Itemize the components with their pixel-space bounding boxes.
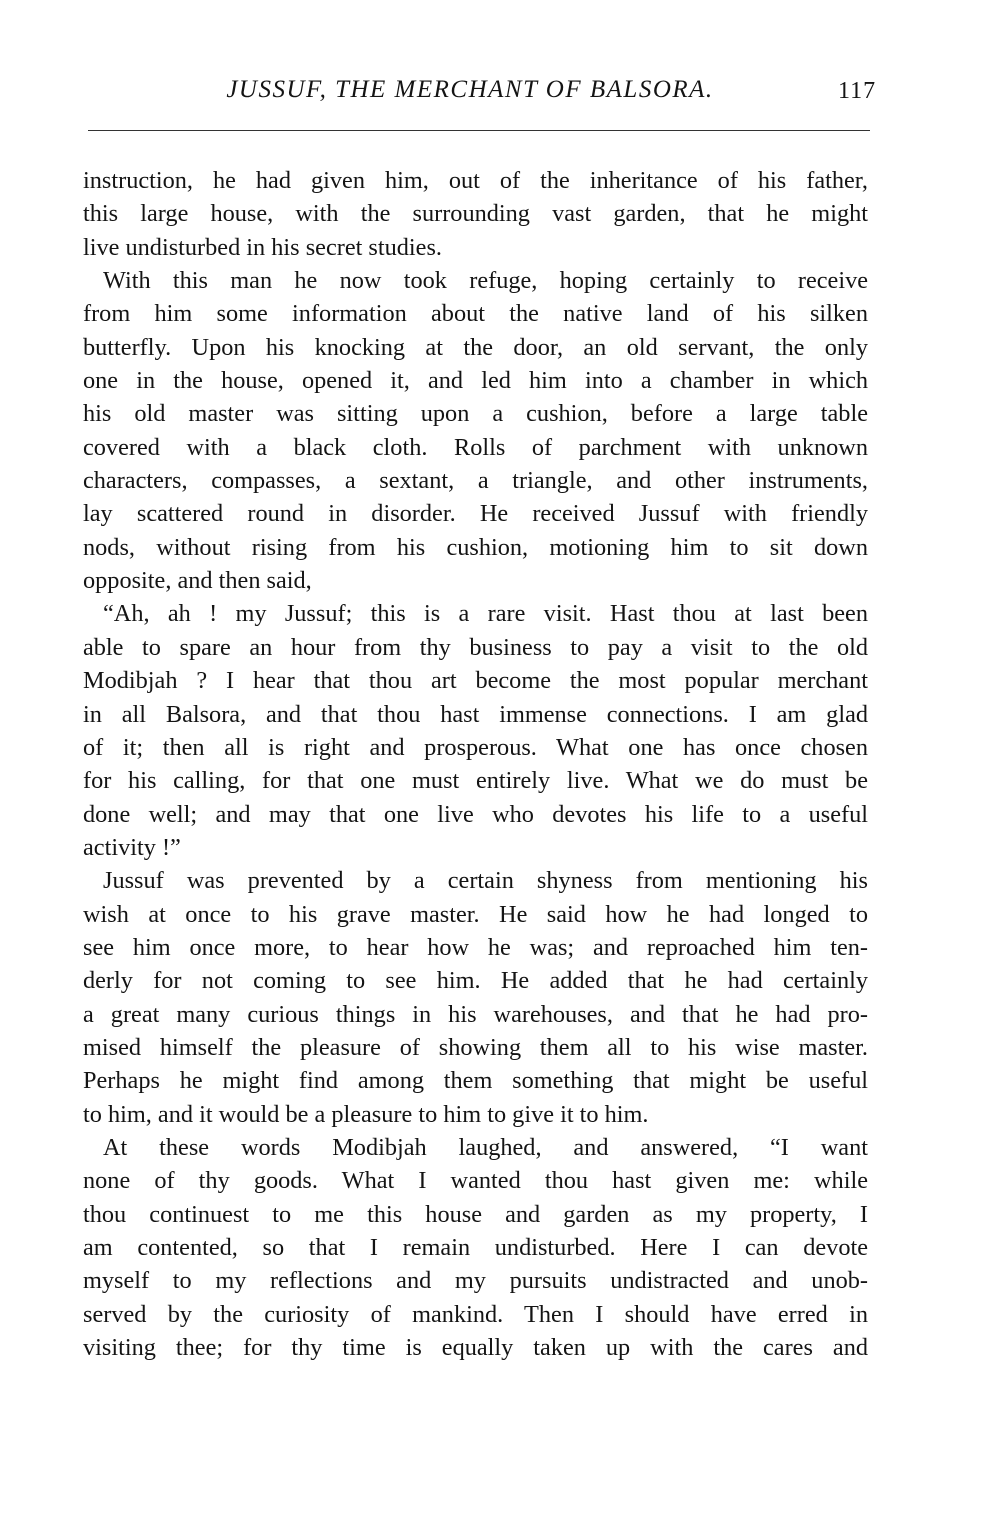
- text-line: this large house, with the surrounding vast garden, that he might: [83, 200, 868, 228]
- text-line: With this man he now took refuge, hoping certainly to receive: [103, 267, 868, 295]
- text-line: done well; and may that one live who devotes his life to a useful: [83, 800, 868, 828]
- text-line: none of thy goods. What I wanted thou hast given me: while: [83, 1167, 868, 1195]
- text-line: opposite, and then said,: [83, 567, 312, 595]
- text-line: for his calling, for that one must entirely live. What we do must be: [83, 767, 868, 795]
- text-line: Perhaps he might find among them something that might be useful: [83, 1067, 868, 1095]
- text-line: from him some information about the native land of his silken: [83, 300, 868, 328]
- text-line: one in the house, opened it, and led him into a chamber in which: [83, 367, 868, 395]
- text-line: At these words Modibjah laughed, and answered, “I want: [103, 1133, 868, 1161]
- paragraph: [83, 164, 868, 264]
- text-line: activity !”: [83, 833, 181, 861]
- text-line: see him once more, to hear how he was; and reproached him ten-: [83, 933, 868, 961]
- text-line: mised himself the pleasure of showing them all to his wise master.: [83, 1033, 868, 1061]
- text-line: lay scattered round in disorder. He received Jussuf with friendly: [83, 500, 868, 528]
- paragraph: [83, 264, 868, 597]
- paragraph: [83, 1131, 868, 1364]
- text-line: live undisturbed in his secret studies.: [83, 233, 442, 261]
- text-line: covered with a black cloth. Rolls of parchment with unknown: [83, 433, 868, 461]
- body-text: [83, 164, 868, 1364]
- text-line: derly for not coming to see him. He added that he had certainly: [83, 967, 868, 995]
- text-line: thou continuest to me this house and garden as my property, I: [83, 1200, 868, 1228]
- text-line: visiting thee; for thy time is equally taken up with the cares and: [83, 1334, 868, 1362]
- paragraph: [83, 597, 868, 864]
- paragraph: [83, 864, 868, 1131]
- text-line: to him, and it would be a pleasure to him to give it to him.: [83, 1100, 649, 1128]
- text-line: instruction, he had given him, out of the inheritance of his father,: [83, 167, 868, 194]
- text-line: am contented, so that I remain undisturbed. Here I can devote: [83, 1234, 868, 1261]
- text-line: of it; then all is right and prosperous. What one has once chosen: [83, 733, 868, 761]
- text-line: nods, without rising from his cushion, motioning him to sit down: [83, 533, 868, 561]
- text-line: characters, compasses, a sextant, a triangle, and other instruments,: [83, 467, 868, 495]
- text-line: Jussuf was prevented by a certain shyness from mentioning his: [103, 867, 868, 895]
- running-head: JUSSUF, THE MERCHANT OF BALSORA.: [226, 76, 714, 103]
- text-line: myself to my reflections and my pursuits undistracted and unob-: [83, 1267, 868, 1295]
- text-line: “Ah, ah ! my Jussuf; this is a rare visit. Hast thou at last been: [103, 600, 868, 628]
- text-line: butterfly. Upon his knocking at the door, an old servant, the only: [83, 333, 868, 361]
- text-line: his old master was sitting upon a cushion, before a large table: [83, 400, 868, 428]
- page-number: 117: [838, 78, 877, 104]
- text-line: able to spare an hour from thy business to pay a visit to the old: [83, 633, 868, 661]
- text-line: wish at once to his grave master. He said how he had longed to: [83, 900, 868, 928]
- text-line: served by the curiosity of mankind. Then I should have erred in: [83, 1300, 868, 1328]
- text-line: Modibjah ? I hear that thou art become the most popular merchant: [83, 667, 868, 695]
- header-rule: [88, 130, 870, 131]
- text-line: a great many curious things in his warehouses, and that he had pro-: [83, 1000, 868, 1028]
- text-line: in all Balsora, and that thou hast immense connections. I am glad: [83, 700, 868, 728]
